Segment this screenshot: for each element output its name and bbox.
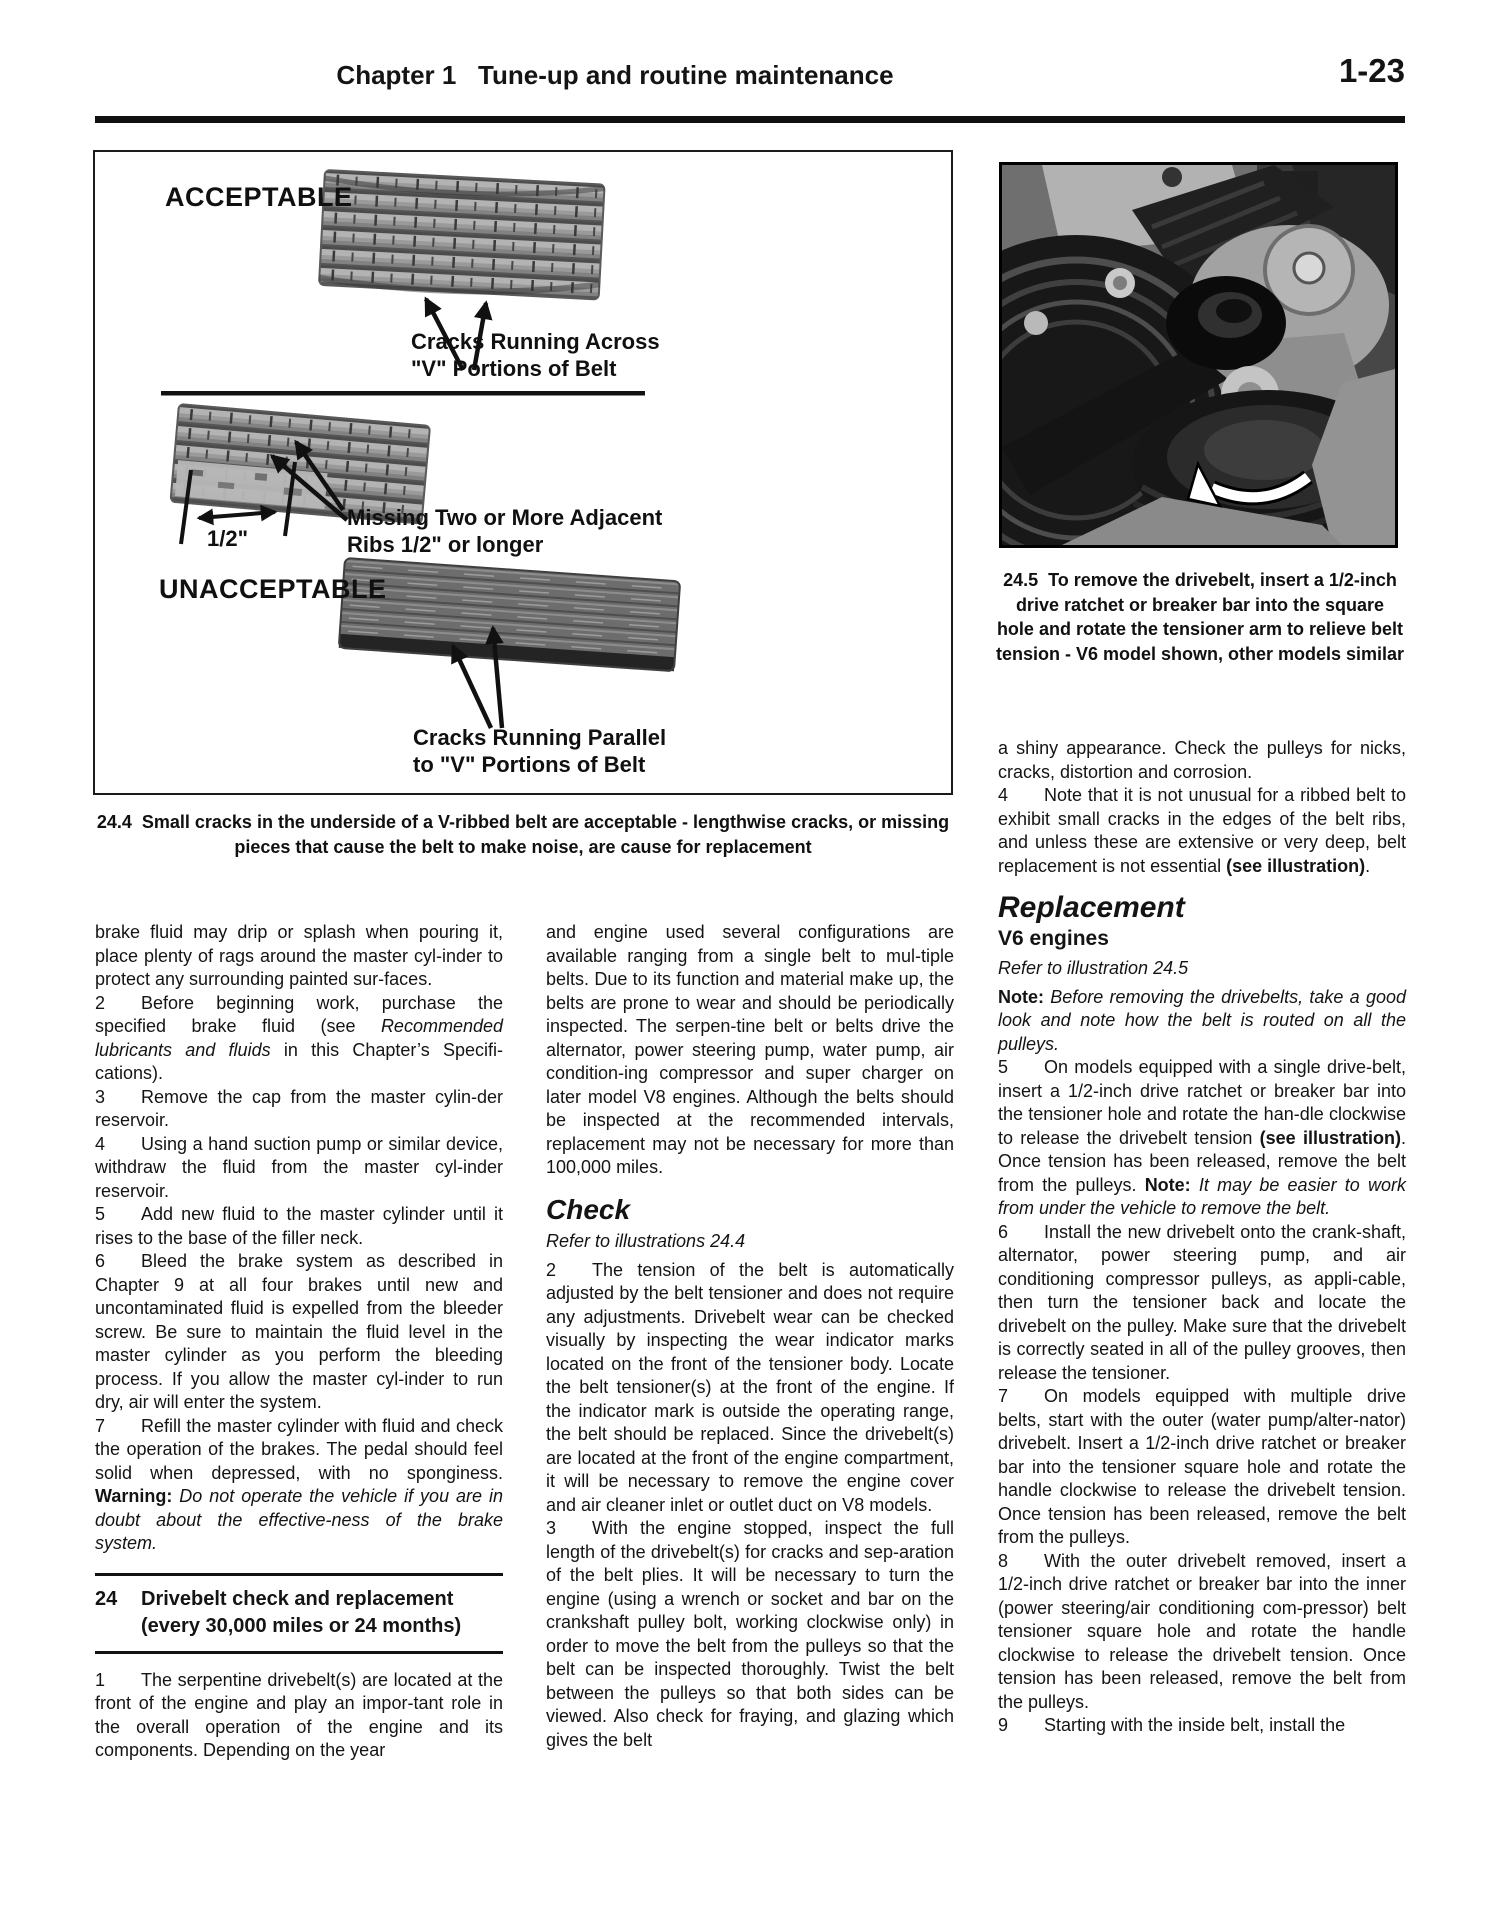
text-run: (see illustration) xyxy=(1226,855,1366,876)
text-run: (see illustration) xyxy=(1259,1127,1401,1148)
body-paragraph xyxy=(546,921,954,1180)
text-run: Before beginning work, purchase the specified brake fluid (see xyxy=(95,992,503,1036)
step-paragraph xyxy=(998,1550,1406,1715)
step-paragraph xyxy=(95,1669,503,1763)
step-paragraph xyxy=(95,1250,503,1415)
text-run: Add new fluid to the master cylinder until it rises to the base of the filler neck. xyxy=(95,1204,503,1248)
step-paragraph xyxy=(95,1133,503,1204)
text-run: . xyxy=(1365,855,1371,876)
text-run: Warning: xyxy=(95,1486,173,1506)
step-paragraph xyxy=(95,1086,503,1133)
text-column-1 xyxy=(95,921,503,1763)
text-run: Do not operate the vehicle if you are in doubt about the effective-ness of the brake system. xyxy=(95,1486,503,1553)
label-line: Missing Two or More Adjacent xyxy=(347,505,663,530)
step-number: 1 xyxy=(95,1669,106,1690)
text-run: Note: xyxy=(998,986,1051,1007)
text-run: brake fluid may drip or splash when pouring it, place plenty of rags around the master cyl-inder to protect any surrounding painted sur-faces. xyxy=(95,922,503,989)
section-title-line: (every 30,000 miles or 24 months) xyxy=(141,1614,462,1637)
step-paragraph xyxy=(998,1714,1406,1738)
section-number: 24 xyxy=(95,1587,118,1610)
acceptable-belt-illustration xyxy=(319,170,605,299)
text-run: Starting with the inside belt, install the xyxy=(1044,1715,1346,1735)
step-paragraph xyxy=(95,1203,503,1250)
text-run: Bleed the brake system as described in Chapter 9 at all four brakes until new and uncontaminated fluid is expelled from the bleeder screw. Be sure to maintain the fluid level in the master cylinder as you perform the bleeding process. If you allow the master cyl-inder to run dry, air will enter the system. xyxy=(95,1251,503,1412)
step-number: 8 xyxy=(998,1550,1009,1571)
step-number: 6 xyxy=(998,1221,1009,1242)
text-run: in this Chapter’s Specifi-cations). xyxy=(95,1039,503,1083)
step-paragraph xyxy=(998,1056,1406,1221)
step-number: 5 xyxy=(998,1057,1009,1077)
text-run: On models equipped with a single drive-belt, insert a 1/2-inch drive ratchet or breaker bar into the tensioner hole and rotate the han-dle clockwise to release the drivebelt tension xyxy=(998,1057,1406,1148)
refer-to-illustration: Refer to illustration 24.5 xyxy=(998,958,1189,978)
text-run: With the engine stopped, inspect the full length of the drivebelt(s) for cracks and sep-aration of the belt plies. It will be necessary to turn the engine (using a wrench or socket and bar on the crankshaft pulley bolt, working clockwise only) in order to move the belt from the pulleys so that the belt can be inspected thoroughly. Twist the belt between the pulleys so that both sides can be viewed. Also check for fraying, and glazing which gives the belt xyxy=(546,1518,954,1750)
figure-24-4-caption: 24.4 Small cracks in the underside of a V-ribbed belt are acceptable - lengthwise cracks, or missing pieces that cause the belt to make noise, are cause for replacement xyxy=(96,812,950,857)
step-paragraph xyxy=(998,1221,1406,1386)
unacceptable-belt-illustration xyxy=(339,558,680,671)
label-cracks-across xyxy=(411,328,660,382)
label-line: Cracks Running Parallel xyxy=(413,725,667,750)
label-acceptable: ACCEPTABLE xyxy=(165,182,353,212)
heading-v6-engines: V6 engines xyxy=(998,926,1109,950)
body-paragraph xyxy=(95,921,503,992)
text-run: Using a hand suction pump or similar device, withdraw the fluid from the master cyl-inder reservoir. xyxy=(95,1133,503,1201)
text-column-2 xyxy=(546,921,954,1752)
square-hole-boss xyxy=(1166,276,1286,370)
header-rule xyxy=(95,116,1405,123)
step-number: 6 xyxy=(95,1251,106,1271)
heading-check: Check xyxy=(546,1193,631,1225)
text-run: Refill the master cylinder with fluid and check the operation of the brakes. The pedal should feel solid when depressed, with no sponginess. xyxy=(95,1415,503,1483)
step-number: 3 xyxy=(95,1086,106,1107)
text-run: With the outer drivebelt removed, insert a 1/2-inch drive ratchet or breaker bar into the inner (power steering/air conditioning com-pressor) belt tensioner square hole and rotate the handle clockwise to release the drivebelt tension. Once tension has been released, remove the belt from the pulleys. xyxy=(998,1550,1406,1712)
section-title-line: Drivebelt check and replacement xyxy=(141,1587,454,1610)
step-number: 7 xyxy=(998,1386,1009,1406)
section-heading xyxy=(95,1573,503,1654)
step-paragraph xyxy=(998,1385,1406,1550)
text-run: Note that it is not unusual for a ribbed belt to exhibit small cracks in the edges of the belt ribs, and unless these are extensive or very deep, belt replacement is not essential xyxy=(998,785,1406,876)
step-number: 5 xyxy=(95,1204,106,1224)
step-number: 2 xyxy=(95,992,106,1013)
label-cracks-parallel xyxy=(413,724,666,778)
figure-24-5-photo xyxy=(999,162,1398,548)
text-run: and engine used several configurations are available ranging from a single belt to mul-tiple belts. Due to its function and material make up, the belts are prone to wear and should be periodically inspected. The serpen-tine belt or belts drive the alternator, power steering pump, water pump, air condition-ing compressor and super charger on later model V8 engines. Although the belts should be inspected at the recommended intervals, replacement may not be necessary for more than 100,000 miles. xyxy=(546,922,954,1177)
label-unacceptable: UNACCEPTABLE xyxy=(159,574,387,604)
label-missing-ribs xyxy=(347,504,662,558)
label-line: "V" Portions of Belt xyxy=(411,356,617,381)
figure-24-5-caption: 24.5 To remove the drivebelt, insert a 1/2-inch drive ratchet or breaker bar into the square hole and rotate the tensioner arm to relieve belt tension - V6 model shown, other models similar xyxy=(995,570,1405,664)
step-number: 4 xyxy=(998,785,1009,805)
label-line: Ribs 1/2" or longer xyxy=(347,532,544,557)
text-run: a shiny appearance. Check the pulleys for nicks, cracks, distortion and corrosion. xyxy=(998,738,1406,782)
label-line: Cracks Running Across xyxy=(411,329,660,354)
text-run: The tension of the belt is automatically adjusted by the belt tensioner and does not require any adjustments. Drivebelt wear can be checked visually by inspecting the wear indicator marks located on the front of the tensioner body. Locate the belt tensioner(s) at the front of the engine. If the indicator mark is outside the operating range, the belt should be replaced. Since the drivebelt(s) are located at the front of the engine compartment, it will be necessary to remove the engine cover and air cleaner inlet or outlet duct on V8 models. xyxy=(546,1259,954,1515)
step-paragraph xyxy=(998,784,1406,878)
section-title xyxy=(141,1586,461,1640)
text-run: Note: xyxy=(1144,1174,1199,1195)
text-run: Install the new drivebelt onto the crank-shaft, alternator, power steering pump, and air conditioning compressor pulleys, as appli-cable, then turn the tensioner back and locate the drivebelt on the pulley. Make sure that the drivebelt is correctly seated in all of the pulley grooves, then release the tensioner. xyxy=(998,1221,1406,1383)
step-paragraph xyxy=(546,1517,954,1752)
step-paragraph xyxy=(546,1259,954,1518)
step-paragraph xyxy=(95,992,503,1086)
body-paragraph xyxy=(998,986,1406,1057)
text-run: Before removing the drivebelts, take a good look and note how the belt is routed on all the pulleys. xyxy=(998,986,1406,1054)
step-number: 3 xyxy=(546,1518,557,1538)
figure-divider xyxy=(161,391,645,396)
text-run: It may be easier to work from under the vehicle to remove the belt. xyxy=(998,1174,1406,1218)
text-run: The serpentine drivebelt(s) are located at the front of the engine and play an impor-tant role in the overall operation of the engine and its components. Depending on the year xyxy=(95,1669,503,1760)
refer-to-illustration: Refer to illustrations 24.4 xyxy=(546,1231,746,1251)
step-number: 2 xyxy=(546,1259,557,1280)
text-run: Recommended lubricants and fluids xyxy=(95,1016,503,1060)
text-run: On models equipped with multiple drive belts, start with the outer (water pump/alter-nator) drivebelt. Insert a 1/2-inch drive ratchet or breaker bar into the tensioner square hole and rotate the handle clockwise to release the drivebelt tension. Once tension has been released, remove the belt from the pulleys. xyxy=(998,1386,1406,1547)
chapter-header: Chapter 1 Tune-up and routine maintenance xyxy=(336,60,894,90)
label-half-inch: 1/2" xyxy=(207,526,249,551)
label-line: to "V" Portions of Belt xyxy=(413,752,646,777)
page-number: 1-23 xyxy=(1338,52,1405,89)
engine-photo-illustration xyxy=(1002,165,1395,545)
body-paragraph xyxy=(998,737,1406,784)
step-number: 9 xyxy=(998,1715,1009,1735)
text-run: . Once tension has been released, remove the belt from the pulleys. xyxy=(998,1127,1406,1195)
text-run: Remove the cap from the master cylin-der reservoir. xyxy=(95,1086,503,1130)
step-number: 7 xyxy=(95,1415,106,1436)
step-number: 4 xyxy=(95,1133,106,1154)
text-column-3 xyxy=(998,737,1406,1738)
figure-24-4 xyxy=(93,150,953,795)
belt-diagram-art xyxy=(95,152,951,793)
step-paragraph xyxy=(95,1415,503,1556)
heading-replacement: Replacement xyxy=(998,891,1185,924)
